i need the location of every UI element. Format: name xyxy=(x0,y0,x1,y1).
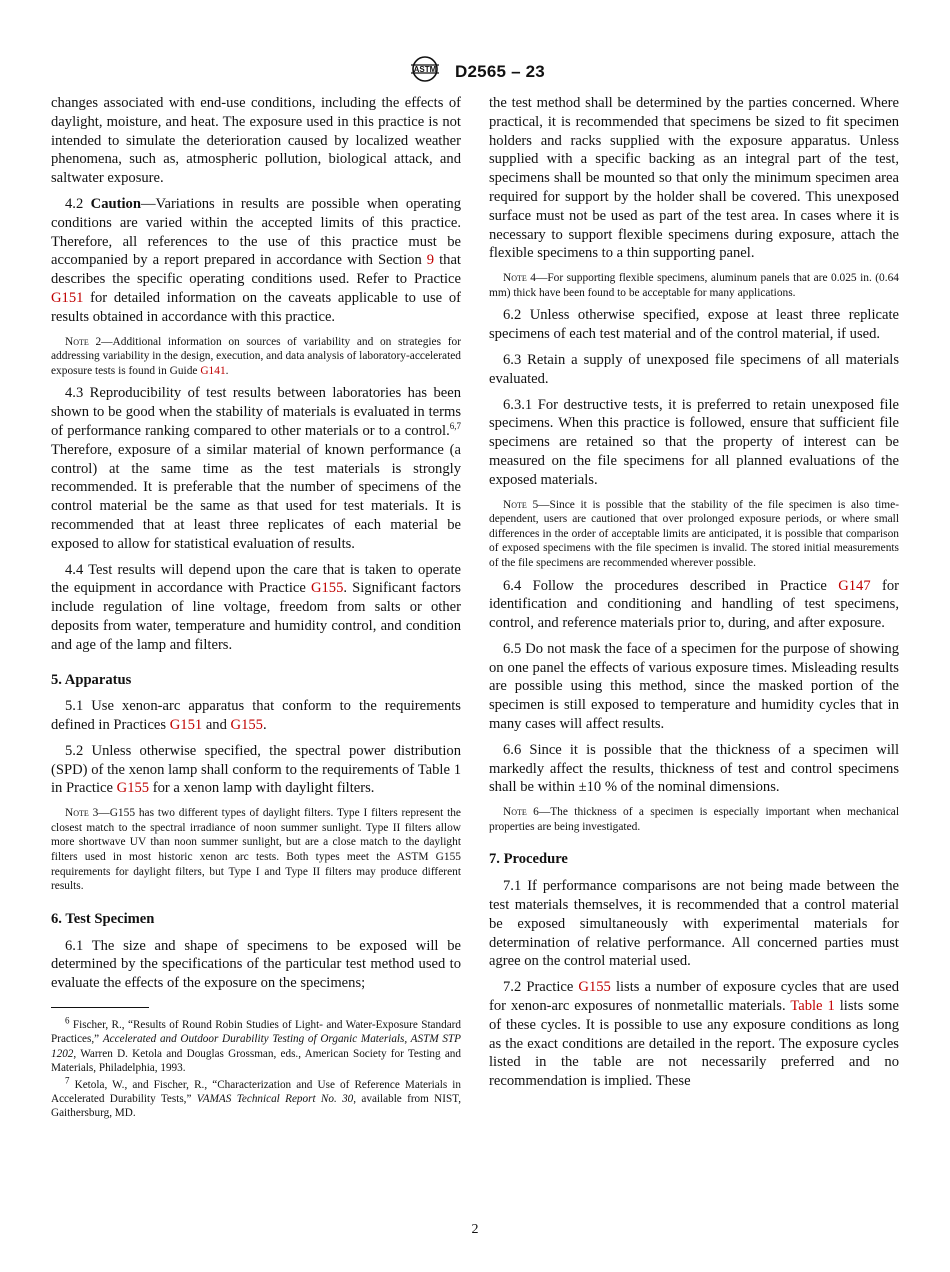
note-3 xyxy=(51,806,461,894)
section-heading-apparatus: 5. Apparatus xyxy=(51,671,132,688)
paragraph-6-5: 6.5 Do not mask the face of a specimen for the purpose of showing on one panel the effects of various exposure times. Misleading results are possible using this method, since the masked portion of the specimen is still exposed to temperature and humidity cycles that in many cases will affect results. xyxy=(489,640,899,733)
note-2 xyxy=(51,335,461,379)
text-span: 5.2 Unless otherwise specified, the spectral power distribution (SPD) of the xenon lamp shall conform to the requirements of Table 1 in Practice xyxy=(51,742,461,797)
link-g141[interactable]: G141 xyxy=(200,364,226,377)
text-span: 4.3 Reproducibility of test results between laboratories has been shown to be good when the stability of materials is evaluated in terms of performance ranking compared to other materials or to a control. xyxy=(51,385,461,439)
text-span: . xyxy=(225,364,229,377)
link-g147[interactable]: G147 xyxy=(838,577,871,594)
text-span: 4.4 Test results will depend upon the care that is taken to operate the equipment in accordance with Practice xyxy=(51,561,461,597)
paragraph-4-3 xyxy=(51,384,461,553)
text-span: 6.4 Follow the procedures described in Practice xyxy=(503,577,839,594)
paragraph-6-1: 6.1 The size and shape of specimens to be exposed will be determined by the specifications of the particular test method used to evaluate the effects of the exposure on the specimens; xyxy=(51,937,461,992)
paragraph-5-2 xyxy=(51,742,461,798)
note-label: Note xyxy=(65,807,89,820)
note-5 xyxy=(489,498,899,571)
link-section-9[interactable]: 9 xyxy=(426,252,435,269)
caution-label: Caution xyxy=(90,195,141,212)
paragraph-4-1-continued: changes associated with end-use conditions, including the effects of daylight, moisture, and heat. The exposure used in this practice is not intended to simulate the deterioration caused by localized weather phenomena, such as, atmospheric pollution, biological attack, and saltwater exposure. xyxy=(51,95,461,187)
link-g155[interactable]: G155 xyxy=(116,780,150,797)
section-heading-procedure: 7. Procedure xyxy=(489,851,568,868)
svg-text:ASTM: ASTM xyxy=(413,65,437,74)
paragraph-6-2: 6.2 Unless otherwise specified, expose at least three replicate specimens of each test material and of the control material, if used. xyxy=(489,307,899,343)
link-g155[interactable]: G155 xyxy=(310,580,344,597)
text-span: for identification and conditioning and handling of test specimens, control, and reference materials prior to, during, and after exposure. xyxy=(489,577,899,632)
text-span: 5.1 Use xenon-arc apparatus that conform to the requirements defined in Practices xyxy=(51,698,461,734)
text-span: for a xenon lamp with daylight filters. xyxy=(149,780,375,797)
paragraph-6-1-continued: the test method shall be determined by the parties concerned. Where practical, it is recommended that specimens be sized to fit specimen holders and racks supplied with the exposure apparatus. Unless supplied with a specific backing as an integral part of the test, specimens shall be mounted so that only the minimum specimen area required for support by the holder shall be covered. This unexposed surface must not be used as part of the test area. In cases where it is necessary to support flexible specimens during exposure, attach the flexible specimens to a thin supporting panel. xyxy=(489,95,899,262)
note-label: Note xyxy=(503,272,527,285)
text-span: for detailed information on the caveats applicable to use of results obtained in accordance with this practice. xyxy=(51,289,461,325)
footnote-number: 6 xyxy=(65,1015,70,1026)
link-g151[interactable]: G151 xyxy=(51,289,84,306)
note-label: Note xyxy=(503,498,527,511)
text-span: 5—Since it is possible that the stability of the file specimen is also time-dependent, users are cautioned that over prolonged exposure periods, or where small differences in the order of acceptable limits are anticipated, it is possible that comparison of exposed specimens with the file specimen is invalid. The stored initial measurements of the file specimens are recommended wherever possible. xyxy=(489,498,899,569)
footnote-divider xyxy=(51,1007,149,1008)
paragraph-5-1 xyxy=(51,697,461,735)
citation-title: Accelerated and Outdoor Durability Testing of Organic Materials, ASTM STP 1202 xyxy=(51,1033,461,1060)
footnote-number: 7 xyxy=(65,1074,70,1085)
paragraph-4-4 xyxy=(51,561,461,655)
text-span: lists some of these cycles. It is possible to use any exposure conditions as long as the exact conditions are detailed in the report. The exposure cycles listed in the table are not necessarily preferred and no recommendation is implied. These xyxy=(489,998,900,1090)
text-span: that describes the specific operating conditions used. Refer to Practice xyxy=(51,252,461,288)
paragraph-6-4 xyxy=(489,577,899,633)
text-span: , Warren D. Ketola and Douglas Grossman, eds., American Society for Testing and Materials, Philadelphia, 1993. xyxy=(51,1047,461,1075)
left-column xyxy=(51,94,461,1123)
footnote-6 xyxy=(51,1015,461,1076)
note-label: Note xyxy=(65,335,89,348)
text-span: 4—For supporting flexible specimens, aluminum panels that are 0.025 in. (0.64 mm) thick have been found to be acceptable for many applications. xyxy=(489,272,899,299)
paragraph-7-2 xyxy=(489,978,899,1091)
paragraph-4-2 xyxy=(51,195,461,327)
text-span: Ketola, W., and Fischer, R., “Characterization and Use of Reference Materials in Accelerated Durability Tests,” xyxy=(51,1078,461,1106)
note-label: Note xyxy=(503,806,527,819)
text-span: , available from NIST, Gaithersburg, MD. xyxy=(51,1093,461,1120)
paragraph-6-3: 6.3 Retain a supply of unexposed file specimens of all materials evaluated. xyxy=(489,351,899,387)
text-span: 7.2 Practice xyxy=(503,979,579,996)
link-g155[interactable]: G155 xyxy=(230,717,263,734)
footnote-7 xyxy=(51,1074,461,1121)
astm-logo-icon xyxy=(405,56,445,87)
right-column xyxy=(489,94,899,1098)
text-span: and xyxy=(202,717,231,734)
text-span: . xyxy=(262,717,267,734)
text-span: 6—The thickness of a specimen is especially important when mechanical properties are being investigated. xyxy=(489,806,899,833)
text-span: Fischer, R., “Results of Round Robin Studies of Light- and Water-Exposure Standard Practices,” xyxy=(51,1019,461,1046)
link-g151[interactable]: G151 xyxy=(169,717,203,734)
text-span: —Variations in results are possible when operating conditions are varied within the accepted limits of this practice. Therefore, all references to the use of this practice must be accompanied by a report prepared in accordance with Section xyxy=(51,195,462,269)
document-designation: D2565 – 23 xyxy=(455,61,545,81)
footnote-ref-6-7: 6,7 xyxy=(449,421,461,432)
note-4 xyxy=(489,271,899,300)
citation-title: VAMAS Technical Report No. 30 xyxy=(196,1093,354,1106)
section-number: 4.2 xyxy=(65,195,84,212)
paragraph-6-6: 6.6 Since it is possible that the thickness of a specimen will markedly affect the results, thickness of test and control specimens shall be within ±10 % of the nominal dimensions. xyxy=(489,741,899,796)
paragraph-7-1: 7.1 If performance comparisons are not being made between the test materials themselves, it is recommended that a control material be exposed simultaneously with experimental materials for determination of relative performance. All concerned parties must agree on the control material used. xyxy=(489,878,899,970)
text-span: . Significant factors include regulation of line voltage, freedom from salts or other deposits from water, temperature and humidity control, and condition and age of the lamp and filters. xyxy=(51,580,461,653)
text-span: Therefore, exposure of a similar material of known performance (a control) at the same time as the test materials is strongly recommended. It is preferable that the number of specimens of the control material be the same as that used for test materials. It is recommended that at least three replicates of each material be exposed to allow for statistical evaluation of results. xyxy=(51,441,461,552)
text-span: lists a number of exposure cycles that are used for xenon-arc exposures of nonmetallic materials. xyxy=(489,979,899,1015)
section-heading-test-specimen: 6. Test Specimen xyxy=(51,910,155,927)
link-table-1[interactable]: Table 1 xyxy=(790,998,835,1015)
paragraph-6-3-1: 6.3.1 For destructive tests, it is preferred to retain unexposed file specimens. When this practice is followed, ensure that sufficient file specimens are retained so that the property of interest can be measured on the file specimens for all planned evaluations of the exposed materials. xyxy=(489,396,899,488)
page-header xyxy=(0,56,950,87)
page-number: 2 xyxy=(471,1222,479,1237)
text-span: 3—G155 has two different types of daylight filters. Type I filters represent the closest match to the spectral irradiance of noon summer sunlight. Type II filters allow more shortwave UV than noon summer sunlight, but are a close match to the daylight filters used in most historic xenon arc tests. Both types meet the ASTM G155 requirements for daylight filters, but Type I and Type II filters may produce different results. xyxy=(51,807,461,893)
note-6 xyxy=(489,805,899,834)
link-g155[interactable]: G155 xyxy=(578,979,611,996)
text-span: 2—Additional information on sources of variability and on strategies for addressing variability in the design, execution, and data analysis of laboratory-accelerated exposure tests is found in Guide xyxy=(51,335,461,377)
